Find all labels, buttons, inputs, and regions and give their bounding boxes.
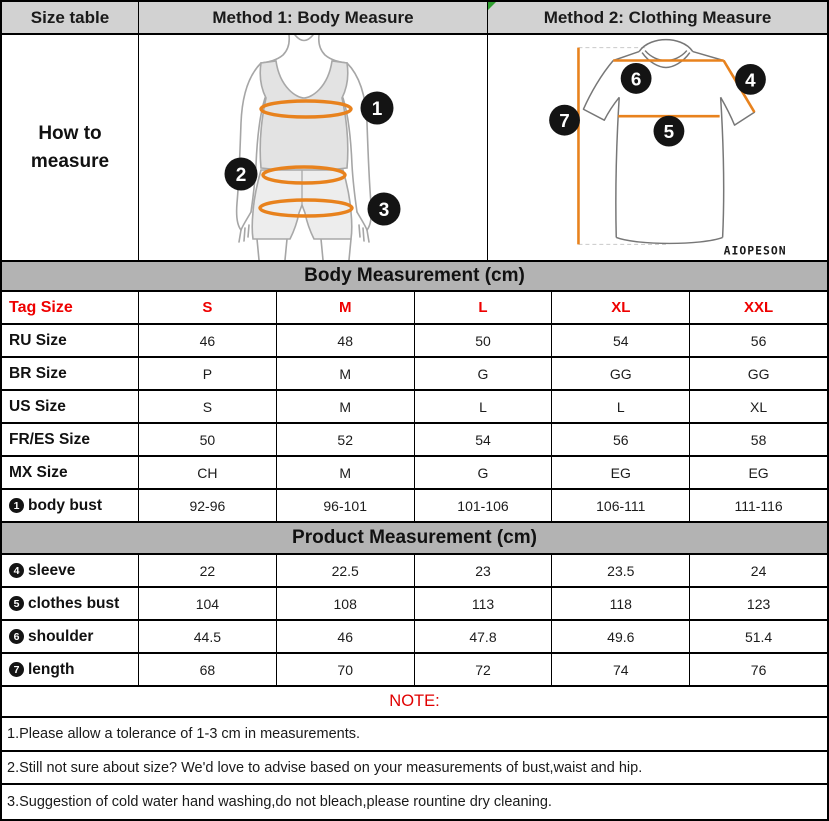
value-cell: 58 <box>750 431 767 448</box>
value-cell: XL <box>750 398 768 415</box>
value-cell: 113 <box>415 588 553 619</box>
value-cell: S <box>139 391 277 422</box>
top-header-row <box>2 2 827 35</box>
value-cell: 96-101 <box>277 490 415 521</box>
table-row-clothes-bust <box>2 588 827 621</box>
row-label: MX Size <box>9 463 68 481</box>
row-label: shoulder <box>28 627 94 645</box>
row-label: body bust <box>28 496 103 514</box>
marker-5: 5 <box>663 122 675 144</box>
marker-badge: 7 <box>9 662 24 677</box>
value-cell: 23 <box>415 555 553 586</box>
value-cell: L <box>552 391 690 422</box>
row-label: FR/ES Size <box>9 430 90 448</box>
how-to-measure-label: How to measure <box>2 35 139 260</box>
body-figure-svg <box>139 35 487 260</box>
value-cell: 92-96 <box>139 490 277 521</box>
value-cell: M <box>277 358 415 389</box>
table-row-length <box>2 654 827 687</box>
value-cell: G <box>415 457 553 488</box>
row-label: BR Size <box>9 364 67 382</box>
note-title: NOTE: <box>2 687 827 718</box>
body-measurement-title: Body Measurement (cm) <box>2 262 827 292</box>
table-row-ru-size <box>2 325 827 358</box>
value-cell: M <box>277 457 415 488</box>
table-row-fres-size <box>2 424 827 457</box>
value-cell: CH <box>139 457 277 488</box>
value-cell: G <box>415 358 553 389</box>
marker-2: 2 <box>235 165 247 186</box>
value-cell: 72 <box>415 654 553 685</box>
value-cell: 50 <box>139 424 277 455</box>
value-cell: 48 <box>277 325 415 356</box>
excel-comment-marker <box>488 2 496 10</box>
marker-1: 1 <box>371 99 383 120</box>
clothing-measure-illustration <box>488 35 827 260</box>
note-item-3: 3.Suggestion of cold water hand washing,do not bleach,please rountine dry cleaning. <box>7 794 552 810</box>
tag-size-label: Tag Size <box>2 292 139 323</box>
marker-badge: 6 <box>9 629 24 644</box>
illustration-row <box>2 35 827 262</box>
size-col-s: S <box>139 292 277 323</box>
value-cell: 44.5 <box>139 621 277 652</box>
marker-badge: 1 <box>9 498 24 513</box>
value-cell: 56 <box>552 424 690 455</box>
value-cell: 123 <box>746 595 771 612</box>
value-cell: GG <box>747 365 770 382</box>
note-item-1: 1.Please allow a tolerance of 1-3 cm in measurements. <box>2 718 827 752</box>
marker-badge: 4 <box>9 563 24 578</box>
value-cell: 68 <box>139 654 277 685</box>
value-cell: 47.8 <box>415 621 553 652</box>
table-row-sleeve <box>2 555 827 588</box>
value-cell: EG <box>748 464 769 481</box>
marker-7: 7 <box>559 111 570 133</box>
value-cell: 51.4 <box>744 628 773 645</box>
value-cell: 118 <box>552 588 690 619</box>
value-cell: 104 <box>139 588 277 619</box>
value-cell: 24 <box>750 562 767 579</box>
tag-size-row <box>2 292 827 325</box>
row-label: US Size <box>9 397 66 415</box>
value-cell: 54 <box>415 424 553 455</box>
value-cell: 49.6 <box>552 621 690 652</box>
value-cell: 22.5 <box>277 555 415 586</box>
value-cell: 23.5 <box>552 555 690 586</box>
value-cell: 74 <box>552 654 690 685</box>
value-cell: 56 <box>750 332 767 349</box>
value-cell: 108 <box>277 588 415 619</box>
size-col-xl: XL <box>552 292 690 323</box>
table-row-mx-size <box>2 457 827 490</box>
value-cell: 46 <box>277 621 415 652</box>
tshirt-figure-svg <box>488 35 827 260</box>
value-cell: EG <box>552 457 690 488</box>
value-cell: 50 <box>415 325 553 356</box>
header-method2 <box>488 2 827 33</box>
value-cell: 76 <box>750 661 767 678</box>
row-label: length <box>28 660 75 678</box>
header-size-table: Size table <box>2 2 139 33</box>
marker-badge: 5 <box>9 596 24 611</box>
value-cell: 54 <box>552 325 690 356</box>
product-measurement-title: Product Measurement (cm) <box>2 523 827 555</box>
header-method2-label: Method 2: Clothing Measure <box>543 7 772 27</box>
value-cell: 46 <box>139 325 277 356</box>
row-label: clothes bust <box>28 594 120 612</box>
table-row-body-bust <box>2 490 827 523</box>
table-row-br-size <box>2 358 827 391</box>
value-cell: 52 <box>277 424 415 455</box>
table-row-us-size <box>2 391 827 424</box>
value-cell: 106-111 <box>552 490 690 521</box>
row-label: sleeve <box>28 561 76 579</box>
size-col-m: M <box>277 292 415 323</box>
note-item-2: 2.Still not sure about size? We'd love to advise based on your measurements of bust,waist and hip. <box>2 752 827 785</box>
value-cell: 22 <box>139 555 277 586</box>
value-cell: L <box>415 391 553 422</box>
value-cell: 111-116 <box>734 497 783 514</box>
header-method1: Method 1: Body Measure <box>139 2 488 33</box>
value-cell: M <box>277 391 415 422</box>
size-col-l: L <box>415 292 553 323</box>
value-cell: 101-106 <box>415 490 553 521</box>
value-cell: 70 <box>277 654 415 685</box>
marker-3: 3 <box>378 200 390 221</box>
brand-text: AIOPESON <box>723 243 787 258</box>
marker-6: 6 <box>630 69 642 91</box>
table-row-shoulder <box>2 621 827 654</box>
row-label: RU Size <box>9 331 67 349</box>
marker-4: 4 <box>745 70 756 92</box>
value-cell: GG <box>552 358 690 389</box>
body-measure-illustration <box>139 35 488 260</box>
value-cell: P <box>139 358 277 389</box>
size-col-xxl: XXL <box>743 299 774 316</box>
